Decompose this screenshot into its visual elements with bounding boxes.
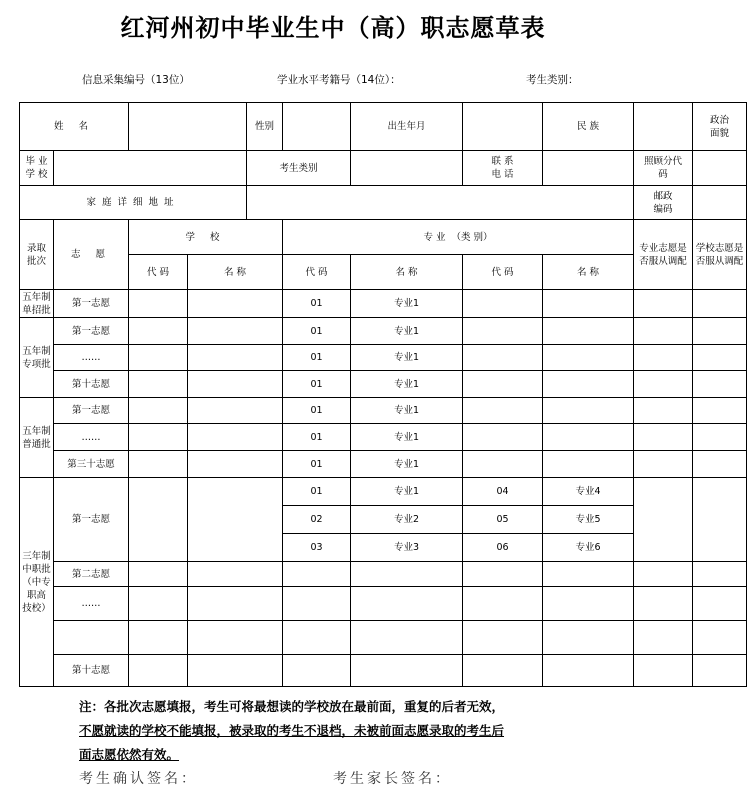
school-code-cell[interactable] [129, 587, 188, 621]
political-status-label: 政治 面貌 [693, 103, 747, 151]
table-row [20, 655, 747, 687]
major-adjust-cell[interactable] [634, 655, 693, 687]
choice-label: 第十志愿 [54, 655, 129, 687]
table-row [20, 318, 747, 345]
major-name-cell[interactable] [351, 587, 463, 621]
info-code-label: 信息采集编号（13位） [82, 74, 190, 86]
major-code-cell-2: 04 [463, 478, 543, 506]
school-code-cell[interactable] [129, 621, 188, 655]
student-signature-label: 考生确认签名： [79, 771, 198, 787]
major-code-cell-2: 06 [463, 534, 543, 562]
major-name-header-2: 名 称 [543, 255, 634, 290]
school-adjust-cell[interactable] [693, 318, 747, 345]
table-row [20, 290, 747, 318]
batch-header: 录取 批次 [20, 220, 54, 290]
table-row [20, 371, 747, 398]
major-name-cell: 专业1 [351, 290, 463, 318]
note-line-3: 面志愿依然有效。 [79, 747, 180, 762]
school-adjust-cell[interactable] [693, 562, 747, 587]
name-field[interactable] [129, 103, 247, 151]
major-header: 专 业 （类 别） [283, 220, 634, 255]
major-code-cell: 01 [283, 345, 351, 371]
school-name-cell[interactable] [188, 345, 283, 371]
major-name-cell-2[interactable] [543, 345, 634, 371]
choice-label: 第三十志愿 [54, 451, 129, 478]
school-name-cell[interactable] [188, 655, 283, 687]
school-adjust-cell[interactable] [693, 371, 747, 398]
school-code-cell[interactable] [129, 424, 188, 451]
choice-label: 第一志愿 [54, 398, 129, 424]
major-code-cell: 02 [283, 506, 351, 534]
school-adjust-cell[interactable] [693, 587, 747, 621]
choice-label: …… [54, 587, 129, 621]
major-adjust-cell[interactable] [634, 318, 693, 345]
school-code-cell[interactable] [129, 371, 188, 398]
major-code-cell[interactable] [283, 621, 351, 655]
personal-row-1 [20, 103, 747, 151]
major-code-cell-2[interactable] [463, 621, 543, 655]
address-label: 家庭详细地址 [20, 186, 247, 220]
choice-label: 第一志愿 [54, 478, 129, 562]
school-adjust-cell[interactable] [693, 345, 747, 371]
major-name-cell: 专业3 [351, 534, 463, 562]
score-code-label: 照顾分代 码 [634, 151, 693, 186]
major-code-cell-2[interactable] [463, 318, 543, 345]
postal-field[interactable] [693, 186, 747, 220]
parent-signature-label: 考生家长签名： [333, 771, 452, 787]
major-name-cell: 专业1 [351, 371, 463, 398]
major-adjust-cell[interactable] [634, 345, 693, 371]
school-name-cell[interactable] [188, 290, 283, 318]
school-adjust-cell[interactable] [693, 451, 747, 478]
batch-label-b4: 三年制 中职批 （中专 职高 技校） [20, 478, 54, 687]
notes-block [79, 695, 639, 767]
batch-label-b1: 五年制 单招批 [20, 290, 54, 318]
school-adjust-header: 学校志愿是 否服从调配 [693, 220, 747, 290]
major-name-cell-2[interactable] [543, 290, 634, 318]
major-name-cell-2[interactable] [543, 562, 634, 587]
choice-label: 第二志愿 [54, 562, 129, 587]
personal-row-2 [20, 151, 747, 186]
major-adjust-cell[interactable] [634, 478, 693, 562]
school-name-cell[interactable] [188, 398, 283, 424]
school-adjust-cell[interactable] [693, 290, 747, 318]
major-adjust-cell[interactable] [634, 371, 693, 398]
phone-label: 联 系 电 话 [463, 151, 543, 186]
major-name-cell[interactable] [351, 562, 463, 587]
major-adjust-cell[interactable] [634, 398, 693, 424]
major-name-cell-2[interactable] [543, 424, 634, 451]
form-title: 红河州初中毕业生中（高）职志愿草表 [120, 13, 546, 42]
major-adjust-header: 专业志愿是 否服从调配 [634, 220, 693, 290]
major-name-cell-2[interactable] [543, 371, 634, 398]
school-name-cell[interactable] [188, 451, 283, 478]
major-code-cell-2[interactable] [463, 587, 543, 621]
address-field[interactable] [247, 186, 634, 220]
choice-header-row-1 [20, 220, 747, 255]
major-name-cell: 专业1 [351, 451, 463, 478]
major-code-cell-2[interactable] [463, 562, 543, 587]
personal-row-3 [20, 186, 747, 220]
major-name-cell-2: 专业5 [543, 506, 634, 534]
school-name-cell[interactable] [188, 318, 283, 345]
major-name-cell-2: 专业6 [543, 534, 634, 562]
xueye-code-label: 学业水平考籍号（14位）： [277, 74, 401, 86]
exam-category-label: 考生类别： [526, 74, 579, 86]
grad-school-field[interactable] [54, 151, 247, 186]
choice-label: …… [54, 424, 129, 451]
table-row [20, 562, 747, 587]
major-name-cell-2[interactable] [543, 451, 634, 478]
application-form-table [19, 102, 747, 687]
school-name-cell[interactable] [188, 587, 283, 621]
choice-label: 第一志愿 [54, 290, 129, 318]
major-code-cell: 03 [283, 534, 351, 562]
major-adjust-cell[interactable] [634, 290, 693, 318]
major-code-cell: 01 [283, 424, 351, 451]
major-code-cell: 01 [283, 318, 351, 345]
school-name-header: 名 称 [188, 255, 283, 290]
postal-label: 邮政 编码 [634, 186, 693, 220]
gender-field[interactable] [283, 103, 351, 151]
school-adjust-cell[interactable] [693, 424, 747, 451]
note-line-2: 不愿就读的学校不能填报，被录取的考生不退档，未被前面志愿录取的考生后 [79, 723, 505, 738]
school-code-cell[interactable] [129, 398, 188, 424]
school-code-cell[interactable] [129, 318, 188, 345]
choice-cell[interactable] [54, 621, 129, 655]
major-name-cell-2[interactable] [543, 655, 634, 687]
school-name-cell[interactable] [188, 621, 283, 655]
school-name-cell[interactable] [188, 478, 283, 562]
table-row [20, 345, 747, 371]
choice-label: 第一志愿 [54, 318, 129, 345]
major-adjust-cell[interactable] [634, 621, 693, 655]
school-code-cell[interactable] [129, 345, 188, 371]
major-adjust-cell[interactable] [634, 451, 693, 478]
school-name-cell[interactable] [188, 371, 283, 398]
major-name-cell-2[interactable] [543, 621, 634, 655]
school-code-cell[interactable] [129, 655, 188, 687]
note-line-1: 注：各批次志愿填报，考生可将最想读的学校放在最前面，重复的后者无效， [79, 699, 505, 714]
major-adjust-cell[interactable] [634, 562, 693, 587]
batch-label-b3: 五年制 普通批 [20, 398, 54, 478]
table-row [20, 621, 747, 655]
school-code-cell[interactable] [129, 290, 188, 318]
major-code-cell-2: 05 [463, 506, 543, 534]
table-row [20, 478, 747, 506]
school-name-cell[interactable] [188, 562, 283, 587]
major-name-cell[interactable] [351, 655, 463, 687]
school-adjust-cell[interactable] [693, 478, 747, 562]
table-row [20, 398, 747, 424]
gender-label: 性别 [247, 103, 283, 151]
major-code-cell: 01 [283, 478, 351, 506]
major-name-cell-2[interactable] [543, 587, 634, 621]
major-code-cell-2[interactable] [463, 290, 543, 318]
school-name-cell[interactable] [188, 424, 283, 451]
major-name-cell-2[interactable] [543, 318, 634, 345]
table-row [20, 451, 747, 478]
major-code-cell: 01 [283, 290, 351, 318]
table-row [20, 424, 747, 451]
choice-label: 第十志愿 [54, 371, 129, 398]
major-code-header-2: 代 码 [463, 255, 543, 290]
major-code-cell-2[interactable] [463, 371, 543, 398]
name-label: 姓 名 [20, 103, 129, 151]
birth-field[interactable] [463, 103, 543, 151]
grad-school-label: 毕 业 学 校 [20, 151, 54, 186]
major-name-cell-2[interactable] [543, 398, 634, 424]
phone-field[interactable] [543, 151, 634, 186]
school-adjust-cell[interactable] [693, 621, 747, 655]
school-header: 学 校 [129, 220, 283, 255]
major-name-cell[interactable] [351, 621, 463, 655]
ethnicity-field[interactable] [634, 103, 693, 151]
school-code-cell[interactable] [129, 451, 188, 478]
major-code-cell: 01 [283, 398, 351, 424]
major-code-cell-2[interactable] [463, 424, 543, 451]
school-code-cell[interactable] [129, 562, 188, 587]
major-name-header: 名 称 [351, 255, 463, 290]
major-name-cell: 专业1 [351, 318, 463, 345]
major-code-cell[interactable] [283, 655, 351, 687]
batch-label-b2: 五年制 专项批 [20, 318, 54, 398]
major-code-cell: 01 [283, 371, 351, 398]
exam-type-label: 考生类别 [247, 151, 351, 186]
major-code-cell[interactable] [283, 587, 351, 621]
major-name-cell-2: 专业4 [543, 478, 634, 506]
school-code-cell[interactable] [129, 478, 188, 562]
major-code-cell[interactable] [283, 562, 351, 587]
major-name-cell: 专业1 [351, 398, 463, 424]
major-code-cell: 01 [283, 451, 351, 478]
major-code-cell-2[interactable] [463, 655, 543, 687]
birth-label: 出生年月 [351, 103, 463, 151]
major-name-cell: 专业1 [351, 424, 463, 451]
major-name-cell: 专业1 [351, 478, 463, 506]
major-code-cell-2[interactable] [463, 345, 543, 371]
school-code-header: 代 码 [129, 255, 188, 290]
choice-header: 志 愿 [54, 220, 129, 290]
major-code-header: 代 码 [283, 255, 351, 290]
exam-type-field[interactable] [351, 151, 463, 186]
major-code-cell-2[interactable] [463, 398, 543, 424]
score-code-field[interactable] [693, 151, 747, 186]
ethnicity-label: 民 族 [543, 103, 634, 151]
choice-label: …… [54, 345, 129, 371]
major-name-cell: 专业2 [351, 506, 463, 534]
major-adjust-cell[interactable] [634, 424, 693, 451]
major-code-cell-2[interactable] [463, 451, 543, 478]
table-row [20, 587, 747, 621]
school-adjust-cell[interactable] [693, 655, 747, 687]
school-adjust-cell[interactable] [693, 398, 747, 424]
major-adjust-cell[interactable] [634, 587, 693, 621]
major-name-cell: 专业1 [351, 345, 463, 371]
